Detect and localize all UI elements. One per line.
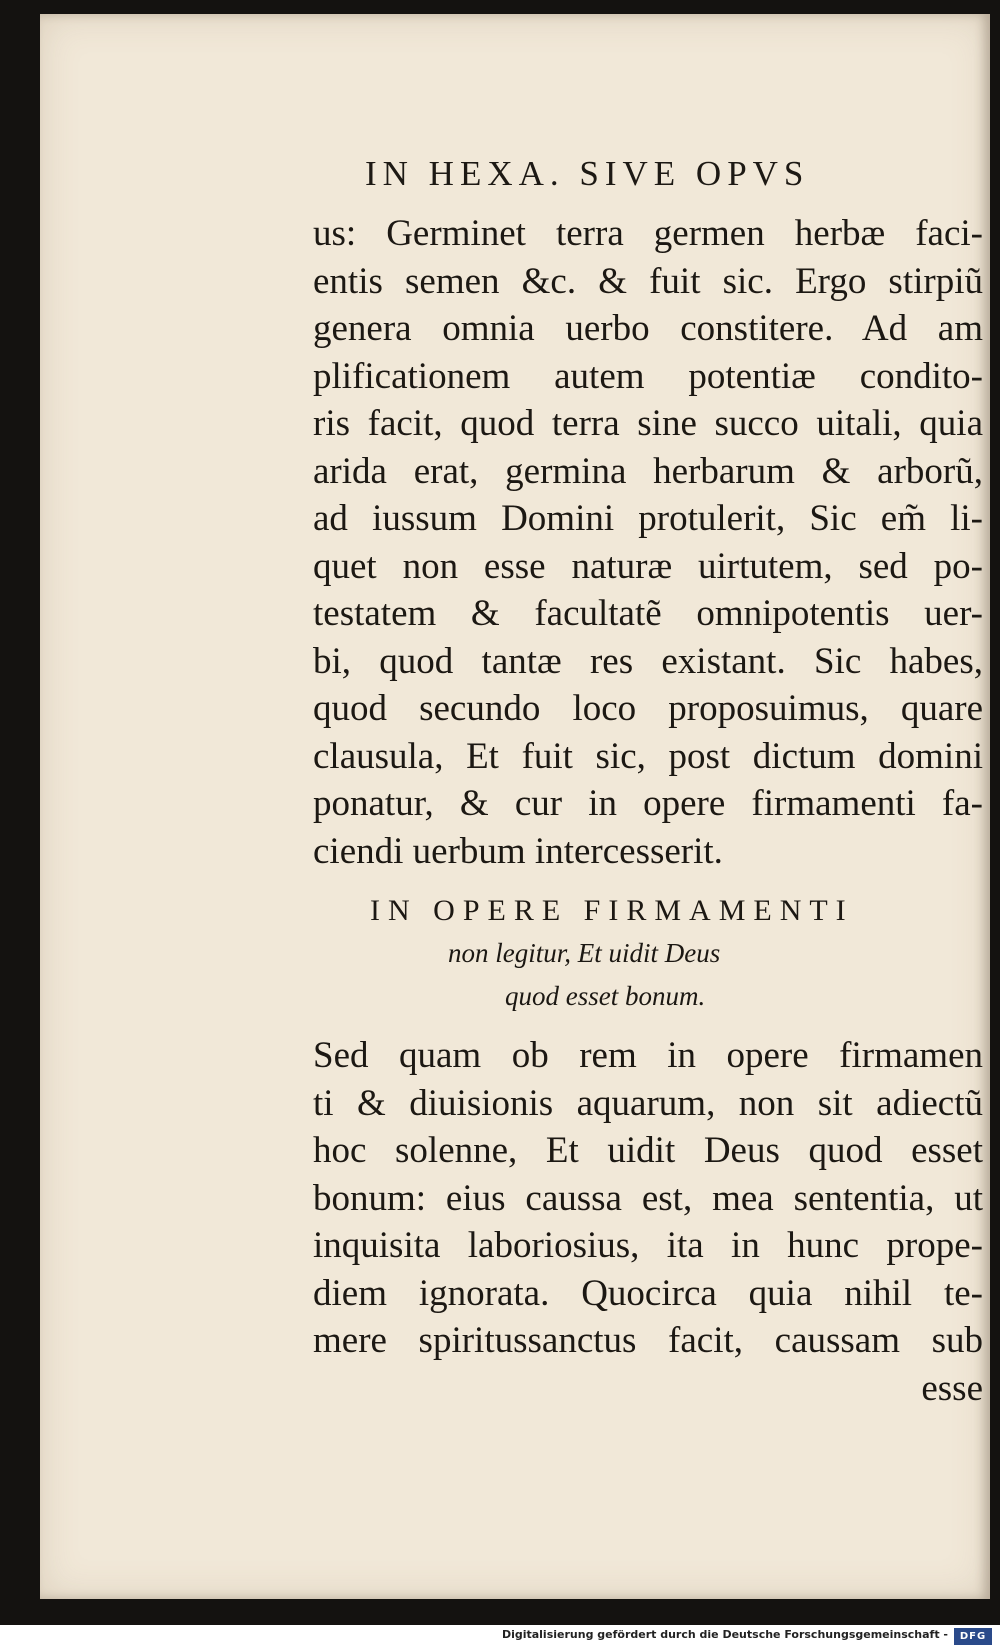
text-line: hoc solenne, Et uidit Deus quod esset bbox=[313, 1130, 983, 1171]
paragraph-2 bbox=[313, 1032, 983, 1412]
text-line: ti & diuisionis aquarum, non sit adiectũ bbox=[313, 1082, 983, 1124]
text-line: arida erat, germina herbarum & arborũ, bbox=[313, 450, 983, 492]
dfg-logo-icon: DFG bbox=[954, 1628, 992, 1645]
running-head: IN HEXA. SIVE OPVS bbox=[365, 154, 810, 193]
section-heading-line-3: quod esset bonum. bbox=[505, 981, 706, 1011]
text-line: ponatur, & cur in opere firmamenti fa- bbox=[313, 783, 983, 824]
text-line: entis semen &c. & fuit sic. Ergo stirpiũ bbox=[313, 260, 983, 302]
section-heading-line-1: IN OPERE FIRMAMENTI bbox=[370, 894, 854, 927]
catchword: esse bbox=[921, 1367, 983, 1409]
text-line: diem ignorata. Quocirca quia nihil te- bbox=[313, 1272, 983, 1314]
section-heading bbox=[370, 894, 930, 1012]
text-line: clausula, Et fuit sic, post dictum domini bbox=[313, 735, 983, 777]
book-page bbox=[40, 14, 990, 1599]
text-line: us: Germinet terra germen herbæ faci- bbox=[313, 213, 983, 254]
paragraph-1 bbox=[313, 210, 983, 875]
text-line: plificationem autem potentiæ condito- bbox=[313, 355, 983, 397]
footer-credit: Digitalisierung gefördert durch die Deutsche Forschungsgemeinschaft - bbox=[501, 1628, 948, 1641]
section-heading-line-2: non legitur, Et uidit Deus bbox=[448, 938, 721, 968]
text-line: bi, quod tantæ res existant. Sic habes, bbox=[313, 640, 983, 682]
text-line: quet non esse naturæ uirtutem, sed po- bbox=[313, 545, 983, 587]
footer-bar bbox=[0, 1625, 1000, 1649]
text-line: Sed quam ob rem in opere firmamen bbox=[313, 1035, 983, 1076]
text-line: inquisita laboriosius, ita in hunc prope- bbox=[313, 1225, 983, 1266]
text-line: testatem & facultatẽ omnipotentis uer- bbox=[313, 593, 983, 634]
text-line: mere spiritussanctus facit, caussam sub bbox=[313, 1320, 983, 1361]
text-line: ris facit, quod terra sine succo uitali, quia bbox=[313, 403, 983, 444]
text-line: genera omnia uerbo constitere. Ad am bbox=[313, 308, 983, 349]
text-line: quod secundo loco proposuimus, quare bbox=[313, 688, 983, 729]
text-line: ad iussum Domini protulerit, Sic em̃ li- bbox=[313, 498, 983, 539]
text-line: ciendi uerbum intercesserit. bbox=[313, 830, 723, 872]
text-line: bonum: eius caussa est, mea sententia, ut bbox=[313, 1177, 983, 1219]
